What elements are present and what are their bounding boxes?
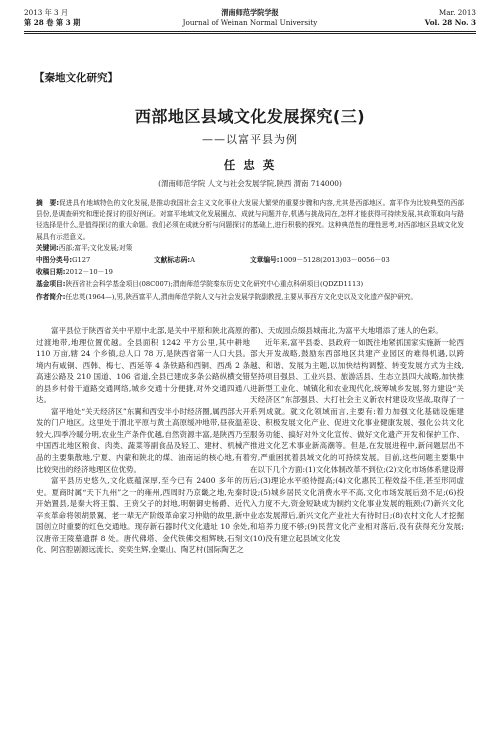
journal-name-en: Journal of Weinan Normal University — [182, 17, 318, 27]
received-value: 2012－10－19 — [65, 268, 113, 276]
fund-text: 陕西省社会科学基金项目(08C007);渭南师范学院秦东历史文化研究中心重点科研项目(QDZD1113) — [65, 280, 364, 288]
journal-name-cn: 渭南师范学院学报 — [221, 8, 279, 17]
header-center — [24, 8, 476, 27]
body-column-right — [250, 325, 464, 544]
clc-label: 中图分类号: — [36, 256, 73, 264]
article-number-value: 1009－5128(2013)03－0056－03 — [279, 256, 390, 264]
article-subtitle: ——以富平县为例 — [202, 133, 298, 146]
clc-value: G127 — [72, 256, 91, 264]
keywords-label: 关键词: — [36, 244, 59, 252]
fund-label: 基金项目: — [36, 280, 66, 288]
author-bio-text: 任忠英(1964—),男,陕西富平人,渭南师范学院人文与社会发展学院副教授,主要从事西方文化史以及文化遗产保护研究。 — [65, 293, 418, 301]
paragraph: 富平县位于陕西省关中平原中北部,是关中平原和陕北高原的过渡地带,地理位置优越。全县面积 1242 平方公里,其中耕地 110 万亩,辖 24 个乡镇,总人口 78 万,是陕西省第一人口大县。境内有咸铜、西韩、梅七、西延等 4 条铁路和西铜、西禹 2 条高速公路及 210 国道、106 省道,全县已建成多条公路纵横交错的县乡村骨干道路交通网络,城乡交通十分便捷,对外交通四通八达。 — [36, 326, 250, 405]
header-volume: 第 28 卷 第 3 期 — [24, 17, 81, 27]
author-affiliation: (渭南师范学院 人文与社会发展学院,陕西 渭南 714000) — [158, 179, 342, 188]
header-date-en: Mar. 2013 — [438, 8, 476, 17]
fund-project — [36, 279, 464, 290]
article-number-label: 文章编号: — [250, 256, 280, 264]
author-bio-label: 作者简介: — [36, 293, 66, 301]
paragraph: 近年来,富平县委、县政府一如既往地紧抓国家实施新一轮西部大开发战略,鼓励东西部地区共建产业园区的难得机遇,以跨越、和谐、发展为主题,以加快结构调整、转变发展方式为主线,坚持项目强县、工业兴县、旅游活县、生态立县四大战略,加快推进新型工业化、城镇化和农业现代化,统筹城乡发展,努力建设“关天经济区”东部强县、大打社会主义新农村建设攻坚战,取得了一系列成就。就文化领域而言,主要有:着力加强文化基础设施建设、积极发展文化产业、促进文化事业健康发展、强化公共文化服务功能、搞好对外文化宣传、做好文化遗产开发和保护工作、推进文化艺术事业新高潮等。但是,在发展进程中,新问题层出不穷,严重困扰着县域文化的可持续发展。目前,这些问题主要集中在以下几个方面:(1)文化体制改革不到位;(2)文化市场体系建设滞后;(3)理论水平亟待提高;(4)文化惠民工程效益不佳,甚至形同虚设;(5)城乡居民文化消费水平不高,文化市场发展后劲不足;(6)投入力度不大,资金短缺成为制约文化事业发展的瓶颈;(7)新兴文化业态发展滞后,新兴文化产业社大有待时日;(8)农村文化人才挖掘和培养力度不够;(9)民营文化产业相对落后,没有获得充分发展;(10)没有建立起县域文化发 — [250, 337, 464, 543]
received-date — [36, 267, 464, 278]
header-rule-top — [24, 31, 476, 32]
keywords-text: 西部;富平;文化发展;对策 — [58, 244, 133, 252]
header-volume-en: Vol. 28 No. 3 — [424, 17, 476, 27]
classification-codes — [36, 255, 464, 266]
abstract — [36, 198, 464, 243]
author-bio — [36, 292, 464, 303]
doc-code-label: 文献标志码: — [154, 256, 191, 264]
received-label: 收稿日期: — [36, 268, 66, 276]
section-label: 【秦地文化研究】 — [34, 72, 118, 84]
paragraph: 都)、天成园点缀县城南北,为富平大地增添了迷人的色彩。 — [250, 326, 443, 335]
keywords — [36, 243, 464, 254]
abstract-label: 摘 要: — [36, 199, 60, 207]
header-date: 2013 年 3 月 — [24, 8, 69, 17]
doc-code-value: A — [190, 256, 195, 264]
paragraph: 富平县历史悠久,文化底蕴深厚,至今已有 2400 多年的历史。夏商时属“天下九州”之一的雍州,西周时乃京畿之地,先秦时开始置县,是秦大将王翦、王贲父子的封地,明朝御史杨爵、近代辛亥革命将领胡景翼、老一辈无产阶级革命家习仲勋的故里,新中国创立时重要的红色交通地。现存新石器时代文化遗址 10 余处,汉唐帝王陵墓遗群 8 处。唐代佛塔、金代铁佛交相辉映,石刻文化、阿宫腔剧源远流长、奕奕生辉,金粟山、陶艺村(国际陶艺之 — [36, 476, 250, 555]
header-right — [425, 8, 476, 27]
author-name: 任 忠 英 — [223, 158, 277, 172]
header-rule-bottom — [24, 33, 476, 34]
article-title: 西部地区县域文化发展探究(三) — [134, 107, 366, 126]
paragraph: 富平地处“关天经济区”东翼和西安半小时经济圈,属西部大开发的门户地区。这里处于渭北平原与黄土高原缓冲地带,昼夜温差较大,四季冷暖分明,农业生产条件优越,自然资源丰富,是陕西乃至中国西北地区粮食、肉类、蔬菜等副食品及轻工、建材、机械产品的主要集散地,宁夏、内蒙和陕北的煤、油南运的核心地,有着比较突出的经济地理区位优势。 — [36, 406, 250, 474]
abstract-text: 促进具有地域特色的文化发展,是推动我国社会主义文化事业大发展大繁荣的重要步骤和内容,尤其是西部地区。富平作为比较典型的西部县份,是调查研究和理论探讨的很好例证。对富平地域文化发展圈点、成就与问题并存,机遇与挑战同在,怎样才能获得可持续发展,其政策取向与路径选择是什么,是值得探讨的重大命题。我们必须在成就分析与问题探讨的基础上,进行积极的探究。这种典范性的理性思考,对西部地区县域文化发展具有示范意义。 — [36, 199, 464, 241]
body-column-left — [36, 325, 250, 556]
